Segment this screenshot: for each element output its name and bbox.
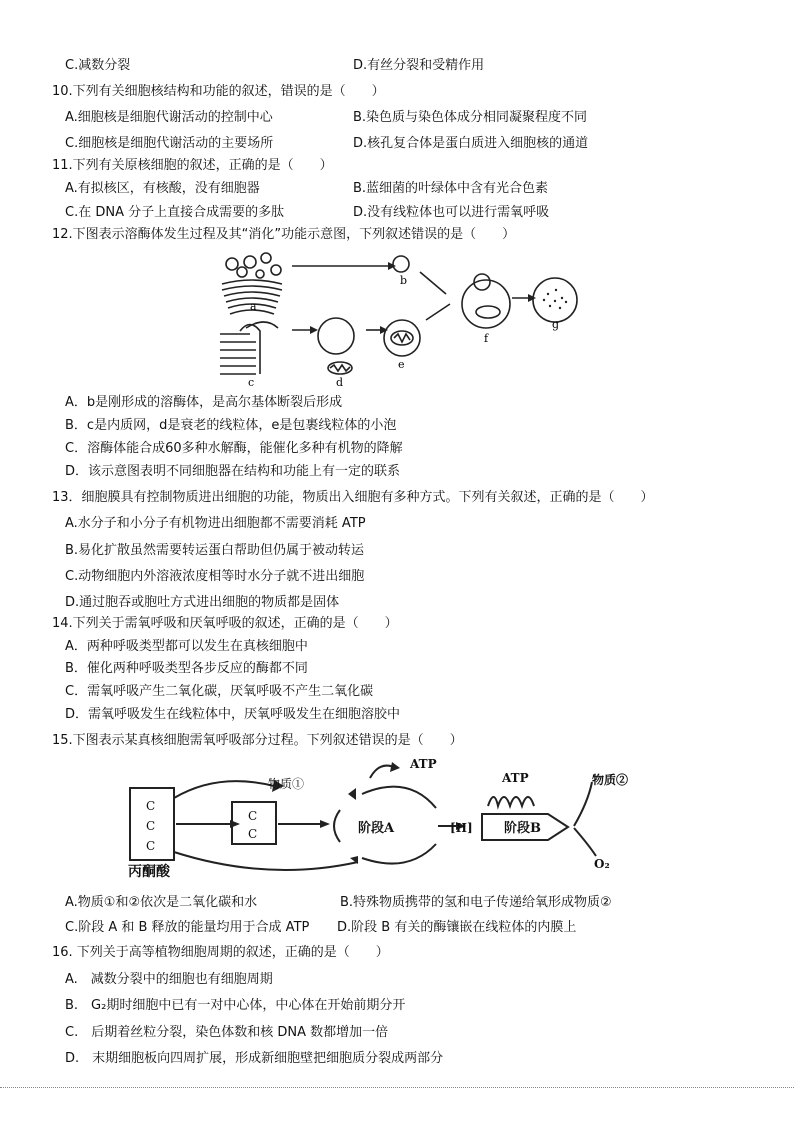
lysosome-diagram bbox=[210, 246, 590, 390]
q15-option-b: B.特殊物质携带的氢和电子传递给氧形成物质② bbox=[340, 895, 612, 910]
label-substance-2: 物质② bbox=[592, 773, 629, 787]
label-c: c bbox=[248, 376, 255, 389]
q12-option-a: A．b是刚形成的溶酶体，是高尔基体断裂后形成 bbox=[65, 395, 343, 410]
q14-option-c: C．需氧呼吸产生二氧化碳，厌氧呼吸不产生二氧化碳 bbox=[65, 684, 374, 699]
q14-option-a: A．两种呼吸类型都可以发生在真核细胞中 bbox=[65, 639, 308, 654]
q13-option-d: D.通过胞吞或胞吐方式进出细胞的物质都是固体 bbox=[65, 595, 340, 610]
q16-option-c: C. 后期着丝粒分裂，染色体数和核 DNA 数都增加一倍 bbox=[65, 1025, 389, 1040]
q13-option-b: B.易化扩散虽然需要转运蛋白帮助但仍属于被动转运 bbox=[65, 543, 365, 558]
q16-option-a: A. 减数分裂中的细胞也有细胞周期 bbox=[65, 972, 273, 987]
label-c: C bbox=[146, 799, 156, 813]
q12-option-d: D．该示意图表明不同细胞器在结构和功能上有一定的联系 bbox=[65, 464, 401, 479]
q12-option-c: C．溶酶体能合成60多种水解酶，能催化多种有机物的降解 bbox=[65, 441, 403, 456]
q14-option-b: B．催化两种呼吸类型各步反应的酶都不同 bbox=[65, 661, 308, 676]
q13-option-a: A.水分子和小分子有机物进出细胞都不需要消耗 ATP bbox=[65, 516, 366, 531]
label-pyruvate: 丙酮酸 bbox=[128, 864, 170, 880]
q10-option-c: C.细胞核是细胞代谢活动的主要场所 bbox=[65, 136, 274, 151]
q11-stem: 11.下列有关原核细胞的叙述，正确的是（ ） bbox=[52, 158, 333, 173]
q12-option-b: B．c是内质网，d是衰老的线粒体，e是包裹线粒体的小泡 bbox=[65, 418, 397, 433]
page-divider bbox=[0, 1087, 794, 1088]
label-g: g bbox=[552, 318, 560, 331]
q16-option-b: B. G₂期时细胞中已有一对中心体，中心体在开始前期分开 bbox=[65, 998, 406, 1013]
svg-text:C: C bbox=[248, 827, 258, 841]
q14-stem: 14.下列关于需氧呼吸和厌氧呼吸的叙述，正确的是（ ） bbox=[52, 616, 398, 631]
label-stage-a: 阶段A bbox=[358, 821, 395, 836]
label-atp-1: ATP bbox=[410, 757, 437, 771]
q15-option-c: C.阶段 A 和 B 释放的能量均用于合成 ATP bbox=[65, 920, 310, 935]
q13-option-c: C.动物细胞内外溶液浓度相等时水分子就不进出细胞 bbox=[65, 569, 365, 584]
q16-option-d: D. 末期细胞板向四周扩展，形成新细胞壁把细胞质分裂成两部分 bbox=[65, 1051, 444, 1066]
label-h: [H] bbox=[450, 821, 473, 835]
q9-option-c: C.减数分裂 bbox=[65, 58, 131, 73]
q12-stem: 12.下图表示溶酶体发生过程及其“消化”功能示意图，下列叙述错误的是（ ） bbox=[52, 227, 516, 242]
label-a: a bbox=[250, 300, 257, 313]
q10-option-b: B.染色质与染色体成分相同凝聚程度不同 bbox=[353, 110, 588, 125]
label-o2: O₂ bbox=[594, 857, 610, 871]
q15-option-a: A.物质①和②依次是二氧化碳和水 bbox=[65, 895, 258, 910]
svg-text:C: C bbox=[146, 839, 156, 853]
q11-option-d: D.没有线粒体也可以进行需氧呼吸 bbox=[353, 205, 550, 220]
q14-option-d: D．需氧呼吸发生在线粒体中，厌氧呼吸发生在细胞溶胶中 bbox=[65, 707, 401, 722]
q15-stem: 15.下图表示某真核细胞需氧呼吸部分过程。下列叙述错误的是（ ） bbox=[52, 733, 463, 748]
q9-option-d: D.有丝分裂和受精作用 bbox=[353, 58, 485, 73]
q10-stem: 10.下列有关细胞核结构和功能的叙述，错误的是（ ） bbox=[52, 84, 385, 99]
label-atp-2: ATP bbox=[502, 771, 529, 785]
label-e: e bbox=[398, 358, 405, 371]
q11-option-c: C.在 DNA 分子上直接合成需要的多肽 bbox=[65, 205, 285, 220]
respiration-diagram bbox=[118, 752, 678, 884]
label-f: f bbox=[484, 332, 489, 345]
q15-option-d: D.阶段 B 有关的酶镶嵌在线粒体的内膜上 bbox=[337, 920, 577, 935]
label-b: b bbox=[400, 274, 408, 287]
label-d: d bbox=[336, 376, 344, 389]
svg-text:C: C bbox=[146, 819, 156, 833]
label-stage-b: 阶段B bbox=[504, 821, 541, 836]
q16-stem: 16. 下列关于高等植物细胞周期的叙述，正确的是（ ） bbox=[52, 945, 389, 960]
q10-option-d: D.核孔复合体是蛋白质进入细胞核的通道 bbox=[353, 136, 589, 151]
q13-stem: 13．细胞膜具有控制物质进出细胞的功能，物质出入细胞有多种方式。下列有关叙述，正确的是（ ） bbox=[52, 490, 654, 505]
q10-option-a: A.细胞核是细胞代谢活动的控制中心 bbox=[65, 110, 273, 125]
svg-text:C: C bbox=[248, 809, 258, 823]
q11-option-a: A.有拟核区，有核酸，没有细胞器 bbox=[65, 181, 260, 196]
q11-option-b: B.蓝细菌的叶绿体中含有光合色素 bbox=[353, 181, 549, 196]
label-substance-1: 物质① bbox=[268, 777, 305, 791]
